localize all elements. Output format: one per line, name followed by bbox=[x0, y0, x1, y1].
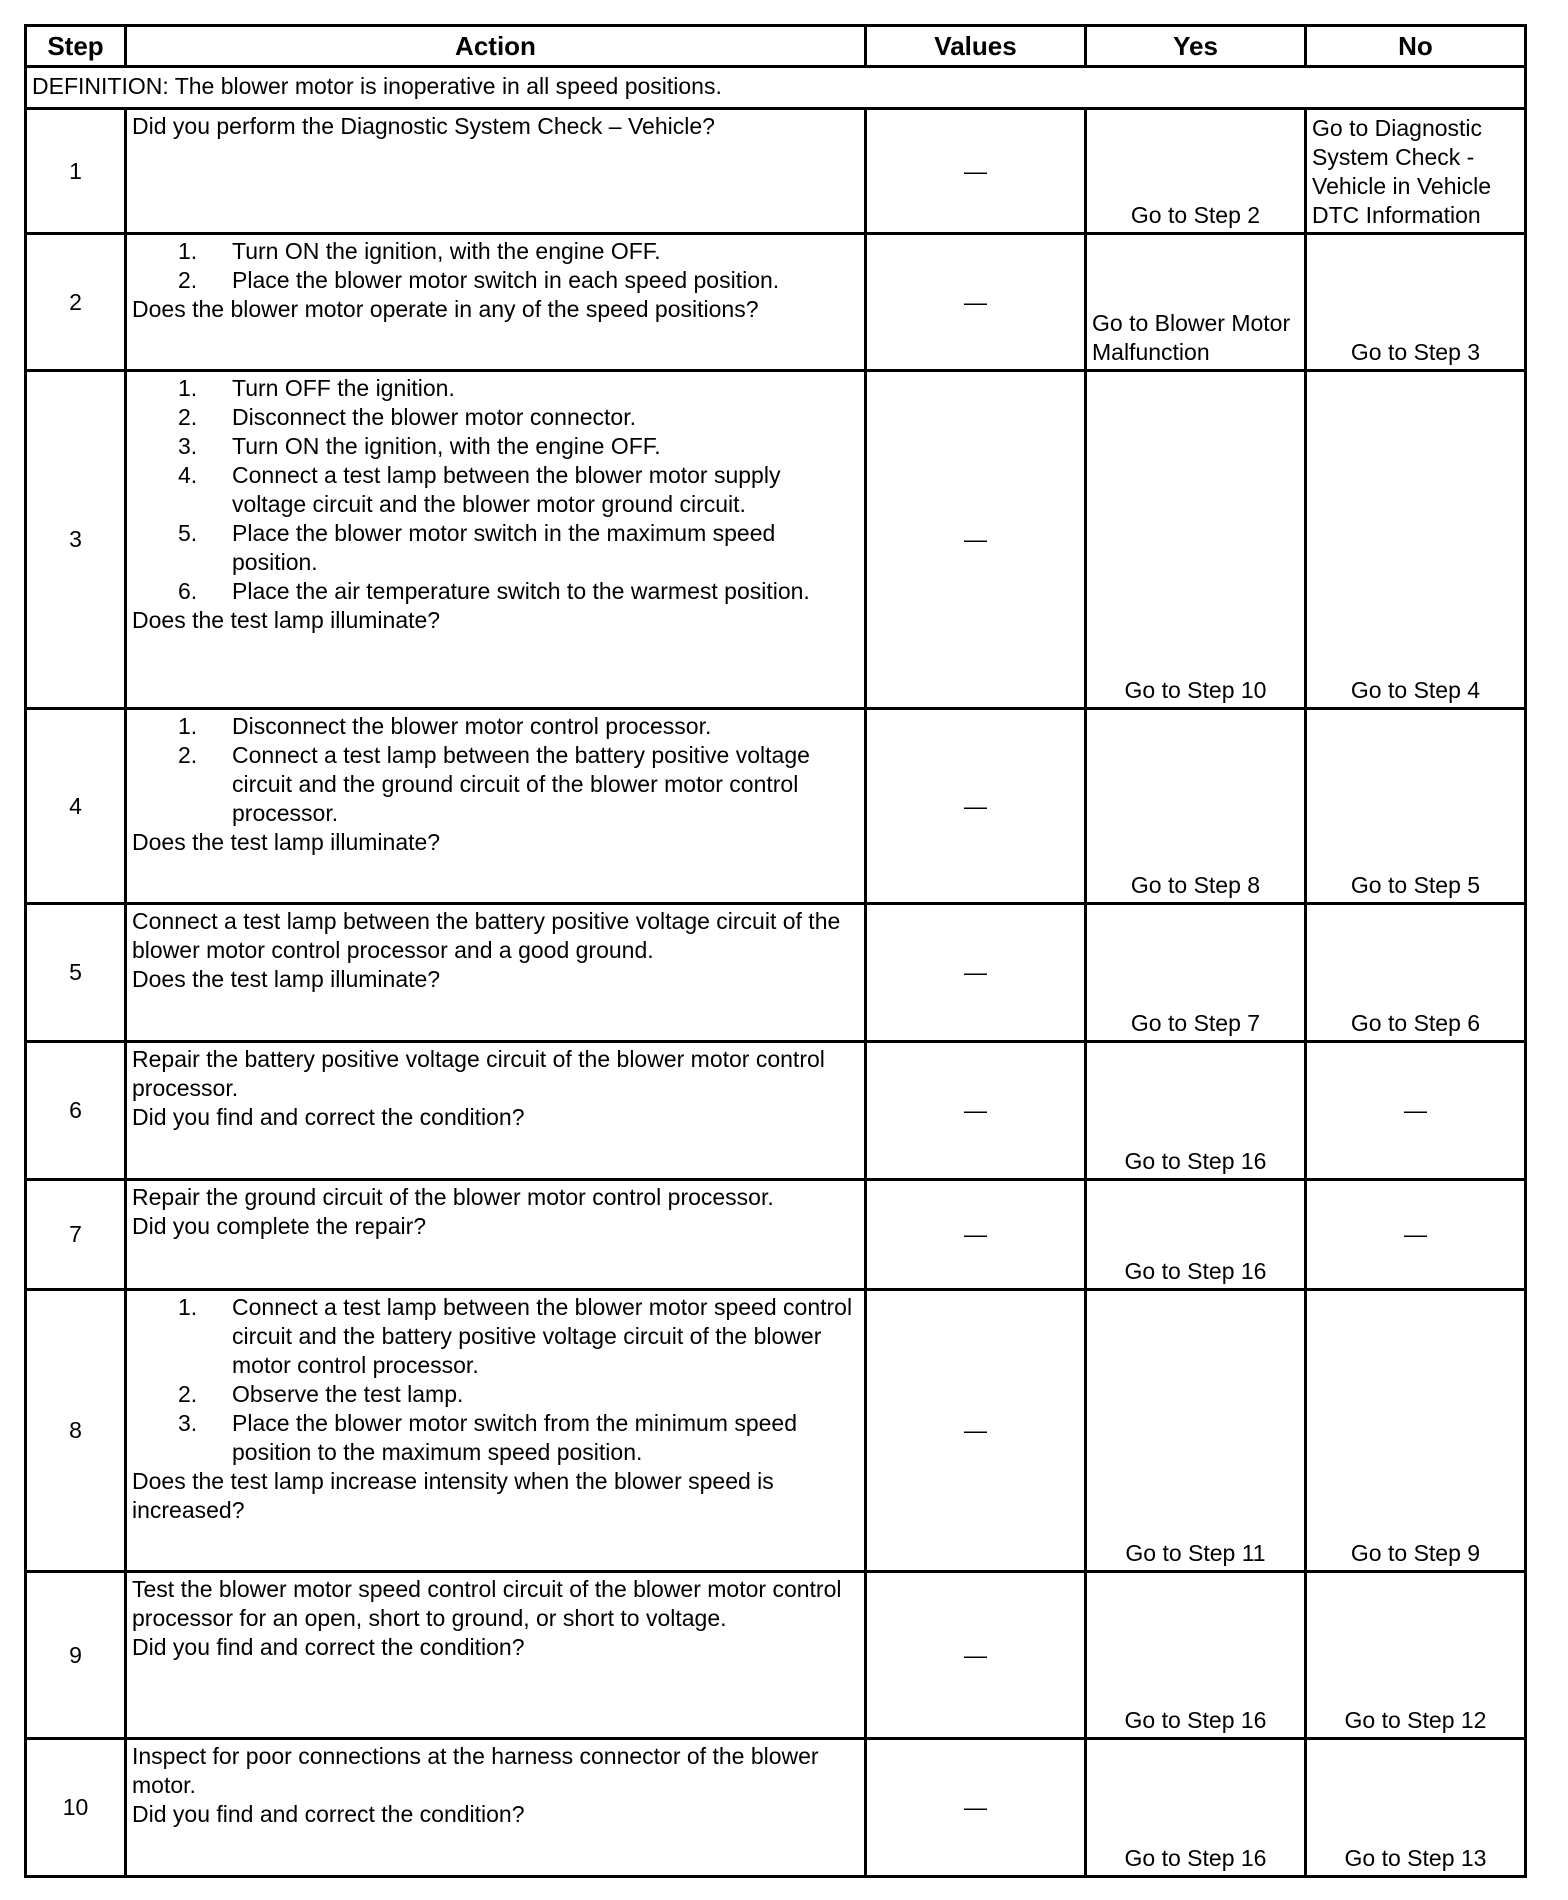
action-list bbox=[132, 712, 859, 828]
no-cell: Go to Diagnostic System Check - Vehicle in Vehicle DTC Information bbox=[1306, 109, 1526, 234]
table-row bbox=[26, 371, 1526, 709]
action-text: Inspect for poor connections at the harness connector of the blower motor. bbox=[132, 1743, 819, 1798]
yes-cell: Go to Blower Motor Malfunction bbox=[1086, 234, 1306, 371]
table-row bbox=[26, 1290, 1526, 1572]
yes-cell: Go to Step 16 bbox=[1086, 1572, 1306, 1739]
values-cell: — bbox=[866, 709, 1086, 904]
action-cell bbox=[126, 234, 866, 371]
list-item: 3. Place the blower motor switch from the minimum speed position to the maximum speed position. bbox=[178, 1410, 797, 1465]
table-row bbox=[26, 234, 1526, 371]
list-item: 2. Disconnect the blower motor connector. bbox=[178, 404, 636, 430]
table-row bbox=[26, 1739, 1526, 1877]
action-cell bbox=[126, 1290, 866, 1572]
yes-cell: Go to Step 7 bbox=[1086, 904, 1306, 1042]
table-row bbox=[26, 1042, 1526, 1180]
action-cell bbox=[126, 904, 866, 1042]
action-text: Repair the ground circuit of the blower motor control processor. bbox=[132, 1184, 774, 1210]
list-item: 4. Connect a test lamp between the blower motor supply voltage circuit and the blower motor ground circuit. bbox=[178, 462, 781, 517]
no-cell: Go to Step 12 bbox=[1306, 1572, 1526, 1739]
list-item: 1. Turn OFF the ignition. bbox=[178, 375, 455, 401]
header-yes: Yes bbox=[1086, 26, 1306, 67]
list-item: 2. Place the blower motor switch in each speed position. bbox=[178, 267, 780, 293]
list-item: 1. Turn ON the ignition, with the engine OFF. bbox=[178, 238, 661, 264]
table-row bbox=[26, 1180, 1526, 1290]
values-cell: — bbox=[866, 1739, 1086, 1877]
step-number: 1 bbox=[26, 109, 126, 234]
action-question: Did you find and correct the condition? bbox=[132, 1634, 525, 1660]
step-number: 10 bbox=[26, 1739, 126, 1877]
action-cell bbox=[126, 1180, 866, 1290]
action-cell bbox=[126, 109, 866, 234]
list-item: 5. Place the blower motor switch in the maximum speed position. bbox=[178, 520, 776, 575]
yes-cell: Go to Step 16 bbox=[1086, 1739, 1306, 1877]
no-cell: Go to Step 13 bbox=[1306, 1739, 1526, 1877]
values-cell: — bbox=[866, 1180, 1086, 1290]
action-question: Does the test lamp illuminate? bbox=[132, 607, 441, 633]
action-cell bbox=[126, 709, 866, 904]
action-question: Did you complete the repair? bbox=[132, 1213, 427, 1239]
step-number: 7 bbox=[26, 1180, 126, 1290]
list-item: 1. Disconnect the blower motor control processor. bbox=[178, 713, 712, 739]
list-item: 2. Observe the test lamp. bbox=[178, 1381, 464, 1407]
action-question: Does the test lamp illuminate? bbox=[132, 829, 441, 855]
diagnostic-table bbox=[24, 24, 1527, 1878]
table-row bbox=[26, 1572, 1526, 1739]
definition-row bbox=[26, 67, 1526, 109]
header-values: Values bbox=[866, 26, 1086, 67]
no-cell: — bbox=[1306, 1042, 1526, 1180]
values-cell: — bbox=[866, 1572, 1086, 1739]
list-item: 6. Place the air temperature switch to the warmest position. bbox=[178, 578, 810, 604]
action-cell bbox=[126, 1042, 866, 1180]
action-cell bbox=[126, 1572, 866, 1739]
yes-cell: Go to Step 16 bbox=[1086, 1180, 1306, 1290]
action-question: Did you find and correct the condition? bbox=[132, 1801, 525, 1827]
action-list bbox=[132, 374, 859, 606]
yes-cell: Go to Step 11 bbox=[1086, 1290, 1306, 1572]
action-list bbox=[132, 1293, 859, 1467]
step-number: 9 bbox=[26, 1572, 126, 1739]
action-cell bbox=[126, 371, 866, 709]
step-number: 6 bbox=[26, 1042, 126, 1180]
yes-cell: Go to Step 2 bbox=[1086, 109, 1306, 234]
step-number: 5 bbox=[26, 904, 126, 1042]
header-row bbox=[26, 26, 1526, 67]
list-item: 1. Connect a test lamp between the blower motor speed control circuit and the battery positive voltage circuit of the blower motor control processor. bbox=[178, 1294, 853, 1378]
list-item: 2. Connect a test lamp between the battery positive voltage circuit and the ground circuit of the blower motor control processor. bbox=[178, 742, 810, 826]
no-cell: Go to Step 5 bbox=[1306, 709, 1526, 904]
step-number: 2 bbox=[26, 234, 126, 371]
values-cell: — bbox=[866, 371, 1086, 709]
action-cell bbox=[126, 1739, 866, 1877]
list-item: 3. Turn ON the ignition, with the engine OFF. bbox=[178, 433, 661, 459]
action-question: Does the test lamp illuminate? bbox=[132, 966, 441, 992]
header-no: No bbox=[1306, 26, 1526, 67]
values-cell: — bbox=[866, 234, 1086, 371]
step-number: 3 bbox=[26, 371, 126, 709]
no-cell: Go to Step 9 bbox=[1306, 1290, 1526, 1572]
step-number: 4 bbox=[26, 709, 126, 904]
values-cell: — bbox=[866, 1042, 1086, 1180]
action-text: Did you perform the Diagnostic System Check – Vehicle? bbox=[132, 113, 715, 139]
values-cell: — bbox=[866, 904, 1086, 1042]
no-cell: Go to Step 6 bbox=[1306, 904, 1526, 1042]
no-cell: Go to Step 3 bbox=[1306, 234, 1526, 371]
table-row bbox=[26, 904, 1526, 1042]
step-number: 8 bbox=[26, 1290, 126, 1572]
no-cell: Go to Step 4 bbox=[1306, 371, 1526, 709]
table-row bbox=[26, 109, 1526, 234]
action-question: Did you find and correct the condition? bbox=[132, 1104, 525, 1130]
table-row bbox=[26, 709, 1526, 904]
values-cell: — bbox=[866, 1290, 1086, 1572]
yes-cell: Go to Step 8 bbox=[1086, 709, 1306, 904]
header-step: Step bbox=[26, 26, 126, 67]
action-text: Connect a test lamp between the battery positive voltage circuit of the blower motor control processor and a good ground. bbox=[132, 908, 841, 963]
action-list bbox=[132, 237, 859, 295]
yes-cell: Go to Step 10 bbox=[1086, 371, 1306, 709]
action-text: Test the blower motor speed control circuit of the blower motor control processor for an open, short to ground, or short to voltage. bbox=[132, 1576, 842, 1631]
definition-text: DEFINITION: The blower motor is inoperative in all speed positions. bbox=[26, 67, 1526, 109]
values-cell: — bbox=[866, 109, 1086, 234]
action-text: Repair the battery positive voltage circuit of the blower motor control processor. bbox=[132, 1046, 825, 1101]
header-action: Action bbox=[126, 26, 866, 67]
yes-cell: Go to Step 16 bbox=[1086, 1042, 1306, 1180]
action-question: Does the blower motor operate in any of the speed positions? bbox=[132, 296, 759, 322]
action-question: Does the test lamp increase intensity when the blower speed is increased? bbox=[132, 1468, 774, 1523]
no-cell: — bbox=[1306, 1180, 1526, 1290]
